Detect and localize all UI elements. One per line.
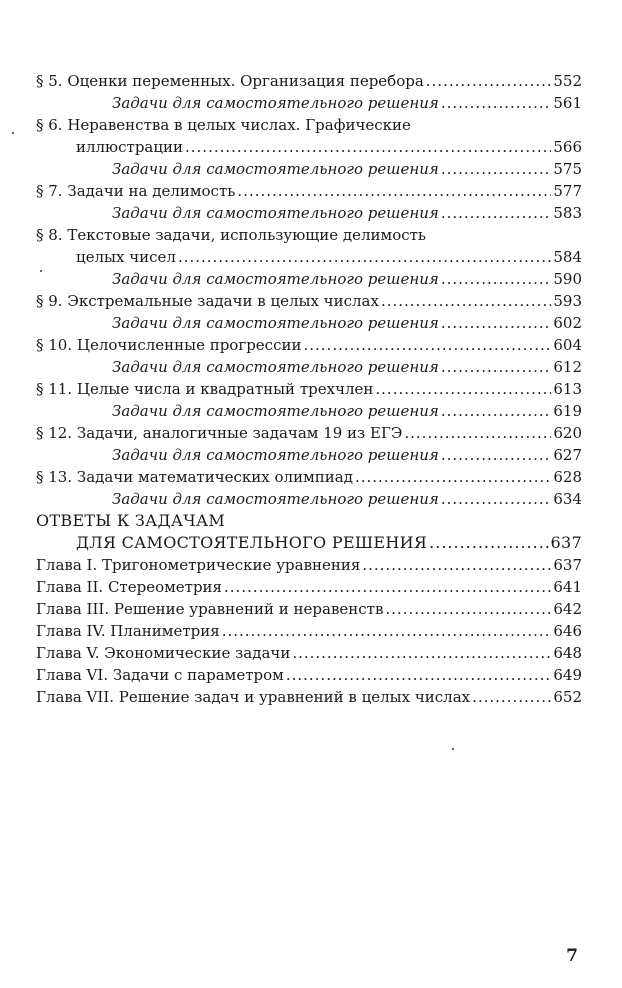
toc-entry-page: 613 [553,380,582,398]
toc-entry-page: 620 [553,424,582,442]
toc-entry-title: Задачи для самостоятельного решения [112,160,439,178]
toc-entry-cont [36,246,582,268]
toc-entry-page: 648 [553,644,582,662]
toc-entry-answers-sub [36,532,582,554]
dot-leader [292,642,551,664]
toc-entry-task [36,488,582,510]
toc-entry-chapter [36,620,582,642]
toc-entry-title: § 8. Текстовые задачи, использующие делимость [36,226,427,244]
dot-leader [224,576,551,598]
toc-entry-title: § 13. Задачи математических олимпиад [36,468,353,486]
toc-entry-page: 641 [553,578,582,596]
toc-entry-title: Задачи для самостоятельного решения [112,270,439,288]
toc-entry-title: иллюстрации [76,138,183,156]
toc-entry-cont [36,136,582,158]
toc-entry-title: Глава V. Экономические задачи [36,644,291,662]
toc-entry-page: 604 [553,336,582,354]
toc-entry-page: 584 [553,248,582,266]
toc-entry-title: Глава I. Тригонометрические уравнения [36,556,361,574]
table-of-contents [36,70,582,708]
toc-entry-task [36,444,582,466]
dot-leader [441,92,552,114]
toc-entry-chapter [36,554,582,576]
print-speck [452,748,454,750]
toc-entry-title: § 11. Целые числа и квадратный трехчлен [36,380,374,398]
toc-entry-title: § 6. Неравенства в целых числах. Графические [36,116,411,134]
toc-entry-page: 575 [553,160,582,178]
toc-entry-title: § 9. Экстремальные задачи в целых числах [36,292,379,310]
toc-entry-page: 619 [553,402,582,420]
toc-entry-head [36,114,582,136]
toc-entry-page: 637 [553,556,582,574]
toc-entry-title: Задачи для самостоятельного решения [112,402,439,420]
toc-entry-title: целых чисел [76,248,176,266]
toc-entry-chapter [36,576,582,598]
toc-entry-section [36,180,582,202]
toc-entry-title: Задачи для самостоятельного решения [112,490,439,508]
dot-leader [441,158,552,180]
toc-entry-page: 646 [553,622,582,640]
toc-entry-title: Задачи для самостоятельного решения [112,358,439,376]
toc-entry-section [36,466,582,488]
toc-entry-section [36,290,582,312]
toc-entry-task [36,312,582,334]
toc-entry-section [36,334,582,356]
toc-entry-task [36,92,582,114]
toc-entry-title: ОТВЕТЫ К ЗАДАЧАМ [36,511,226,530]
toc-entry-page: 642 [553,600,582,618]
toc-entry-page: 634 [553,490,582,508]
toc-entry-page: 628 [553,468,582,486]
toc-entry-page: 577 [553,182,582,200]
dot-leader [178,246,551,268]
page-number: 7 [566,946,578,966]
toc-entry-page: 602 [553,314,582,332]
dot-leader [381,290,551,312]
toc-entry-task [36,400,582,422]
toc-entry-title: Глава VI. Задачи с параметром [36,666,284,684]
dot-leader [441,488,552,510]
toc-entry-title: § 7. Задачи на делимость [36,182,236,200]
print-speck [40,270,42,272]
dot-leader [237,180,551,202]
dot-leader [222,620,552,642]
toc-entry-page: 649 [553,666,582,684]
toc-entry-section [36,378,582,400]
toc-entry-title: Задачи для самостоятельного решения [112,94,439,112]
dot-leader [441,400,552,422]
dot-leader [426,70,552,92]
toc-entry-title: Задачи для самостоятельного решения [112,446,439,464]
toc-entry-page: 593 [553,292,582,310]
toc-entry-page: 566 [553,138,582,156]
toc-entry-title: § 5. Оценки переменных. Организация перебора [36,72,424,90]
toc-entry-title: Задачи для самостоятельного решения [112,204,439,222]
toc-entry-page: 552 [553,72,582,90]
dot-leader [441,268,552,290]
toc-entry-page: 637 [550,533,582,552]
toc-entry-title: Глава IV. Планиметрия [36,622,220,640]
dot-leader [441,356,552,378]
toc-entry-section [36,422,582,444]
toc-entry-task [36,268,582,290]
toc-entry-title: Глава III. Решение уравнений и неравенств [36,600,384,618]
toc-entry-title: ДЛЯ САМОСТОЯТЕЛЬНОГО РЕШЕНИЯ [76,533,428,552]
toc-entry-head [36,224,582,246]
dot-leader [404,422,551,444]
toc-entry-title: Глава II. Стереометрия [36,578,223,596]
dot-leader [185,136,551,158]
toc-entry-task [36,158,582,180]
dot-leader [472,686,551,708]
dot-leader [362,554,551,576]
toc-entry-title: Глава VII. Решение задач и уравнений в целых числах [36,688,471,706]
toc-entry-page: 627 [553,446,582,464]
toc-entry-title: § 10. Целочисленные прогрессии [36,336,302,354]
toc-entry-title: Задачи для самостоятельного решения [112,314,439,332]
toc-entry-page: 590 [553,270,582,288]
toc-entry-task [36,202,582,224]
dot-leader [375,378,551,400]
print-speck [12,132,14,134]
toc-entry-chapter [36,598,582,620]
dot-leader [441,312,552,334]
toc-entry-page: 561 [553,94,582,112]
toc-entry-page: 583 [553,204,582,222]
toc-entry-chapter [36,664,582,686]
dot-leader [303,334,551,356]
toc-entry-page: 612 [553,358,582,376]
dot-leader [441,202,552,224]
toc-entry-chapter [36,642,582,664]
dot-leader [385,598,551,620]
toc-entry-chapter [36,686,582,708]
toc-entry-task [36,356,582,378]
toc-entry-page: 652 [553,688,582,706]
toc-entry-title: § 12. Задачи, аналогичные задачам 19 из ЕГЭ [36,424,403,442]
toc-entry-answers-head [36,510,582,532]
dot-leader [286,664,552,686]
toc-entry-section [36,70,582,92]
dot-leader [429,532,548,554]
dot-leader [355,466,551,488]
dot-leader [441,444,552,466]
